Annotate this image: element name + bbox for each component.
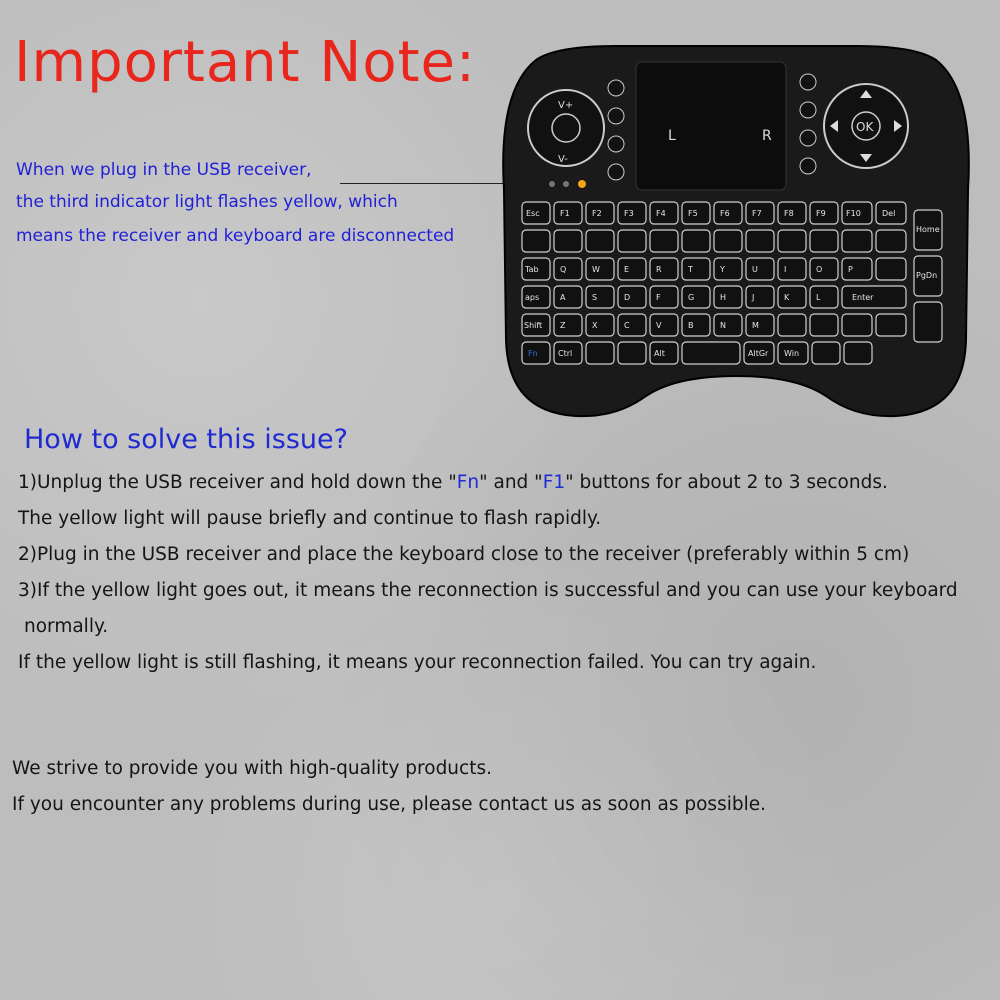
svg-text:F2: F2	[592, 209, 602, 218]
svg-text:M: M	[752, 321, 759, 330]
step-1-post: " buttons for about 2 to 3 seconds.	[565, 472, 888, 493]
svg-text:R: R	[656, 265, 662, 274]
svg-text:K: K	[784, 293, 790, 302]
touchpad-left-label: L	[668, 128, 676, 144]
svg-text:N: N	[720, 321, 726, 330]
step-1	[18, 472, 888, 493]
retry-note: If the yellow light is still flashing, it means your reconnection failed. You can try again.	[18, 652, 817, 673]
note-line-1: When we plug in the USB receiver,	[16, 160, 312, 180]
step-1-mid: " and "	[479, 472, 543, 493]
svg-text:B: B	[688, 321, 694, 330]
svg-text:U: U	[752, 265, 758, 274]
svg-text:AltGr: AltGr	[748, 349, 769, 358]
svg-text:Enter: Enter	[852, 293, 874, 302]
svg-text:D: D	[624, 293, 631, 302]
svg-text:F1: F1	[560, 209, 570, 218]
svg-text:Shift: Shift	[524, 321, 543, 330]
svg-text:Esc: Esc	[526, 209, 540, 218]
svg-text:Alt: Alt	[654, 349, 665, 358]
closing-line-2: If you encounter any problems during use, please contact us as soon as possible.	[12, 794, 766, 815]
svg-text:Q: Q	[560, 265, 567, 274]
svg-text:I: I	[784, 265, 787, 274]
wireless-keyboard-image	[496, 40, 976, 420]
indicator-light-1	[549, 181, 555, 187]
indicator-light-2	[563, 181, 569, 187]
svg-text:Ctrl: Ctrl	[558, 349, 573, 358]
step-3-continued: normally.	[24, 616, 109, 637]
svg-text:X: X	[592, 321, 598, 330]
svg-text:aps: aps	[525, 293, 540, 302]
svg-text:F5: F5	[688, 209, 698, 218]
svg-text:PgDn: PgDn	[916, 271, 938, 280]
note-line-3: means the receiver and keyboard are disconnected	[16, 226, 455, 246]
svg-text:Home: Home	[916, 225, 940, 234]
svg-text:Win: Win	[784, 349, 800, 358]
step-2: 2)Plug in the USB receiver and place the keyboard close to the receiver (preferably within 5 cm)	[18, 544, 910, 565]
svg-text:L: L	[816, 293, 821, 302]
svg-text:S: S	[592, 293, 598, 302]
svg-text:Fn: Fn	[528, 349, 538, 358]
volume-up-label: V+	[558, 100, 574, 111]
svg-text:F3: F3	[624, 209, 634, 218]
svg-text:W: W	[592, 265, 600, 274]
svg-text:C: C	[624, 321, 630, 330]
svg-text:T: T	[688, 265, 693, 274]
svg-text:O: O	[816, 265, 823, 274]
svg-text:G: G	[688, 293, 695, 302]
dpad-ok-label: OK	[856, 120, 874, 134]
f1-key-name: F1	[542, 472, 566, 493]
step-1-pre: 1)Unplug the USB receiver and hold down the "	[18, 472, 457, 493]
svg-text:J: J	[752, 293, 755, 302]
solve-heading: How to solve this issue?	[24, 424, 348, 455]
svg-text:H: H	[720, 293, 727, 302]
svg-text:F9: F9	[816, 209, 826, 218]
svg-text:F10: F10	[846, 209, 861, 218]
svg-text:F7: F7	[752, 209, 762, 218]
note-line-2: the third indicator light flashes yellow, which	[16, 192, 398, 212]
step-3: 3)If the yellow light goes out, it means the reconnection is successful and you can use your keyboard	[18, 580, 958, 601]
svg-text:E: E	[624, 265, 630, 274]
svg-text:Del: Del	[882, 209, 896, 218]
touchpad-right-label: R	[762, 128, 772, 144]
svg-text:F6: F6	[720, 209, 730, 218]
touchpad	[636, 62, 786, 190]
svg-text:F8: F8	[784, 209, 794, 218]
svg-text:F4: F4	[656, 209, 666, 218]
svg-text:A: A	[560, 293, 566, 302]
closing-line-1: We strive to provide you with high-quality products.	[12, 758, 492, 779]
svg-text:Z: Z	[560, 321, 566, 330]
indicator-light-3	[578, 180, 586, 188]
svg-text:Y: Y	[720, 265, 725, 274]
volume-down-label: V-	[558, 154, 568, 165]
svg-text:V: V	[656, 321, 662, 330]
svg-text:P: P	[848, 265, 853, 274]
fn-key-name: Fn	[456, 472, 480, 493]
svg-text:Tab: Tab	[525, 265, 539, 274]
step-1-detail: The yellow light will pause briefly and continue to flash rapidly.	[18, 508, 602, 529]
svg-text:F: F	[656, 293, 661, 302]
page-title: Important Note:	[14, 30, 476, 95]
